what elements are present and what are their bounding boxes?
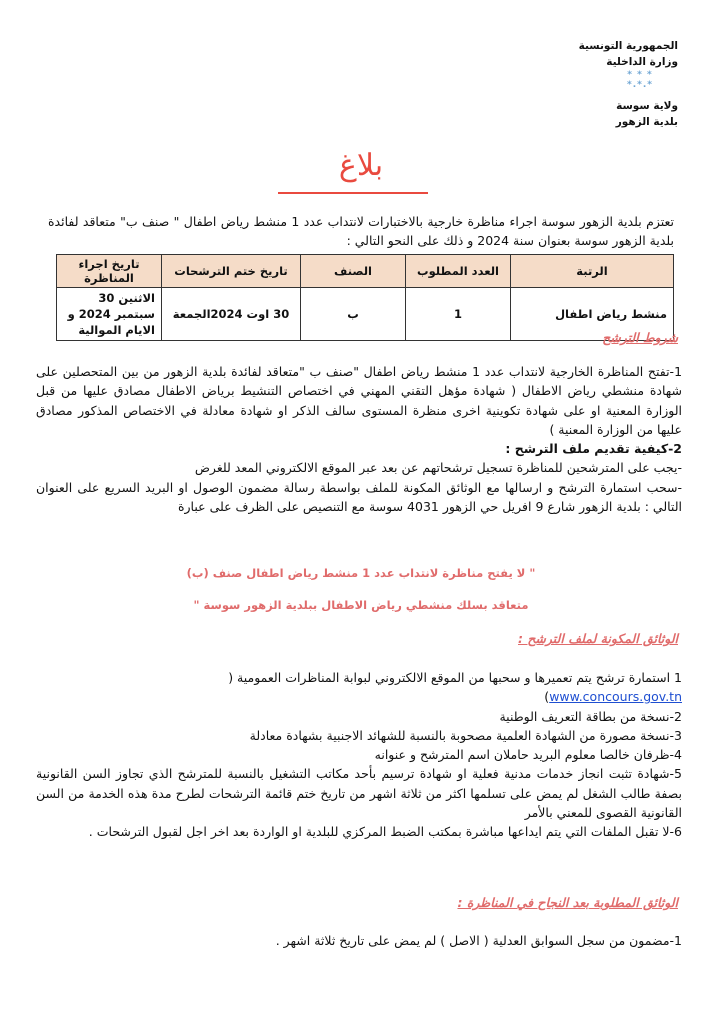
letterhead-municipality: بلدية الزهور	[615, 116, 678, 128]
cell-exam-date	[57, 288, 162, 341]
table-header-closing-date: تاريخ ختم الترشحات	[162, 255, 301, 288]
table-row	[57, 288, 674, 341]
after-success-body	[36, 931, 682, 950]
letterhead-stars: * * * *.*.*	[627, 70, 653, 90]
document-item-4: 4-ظرفان خالصا معلوم البريد حاملان اسم المترشح و عنوانه	[374, 747, 682, 763]
competition-table	[56, 254, 674, 341]
notice-line-2: متعاقد بسلك منشطي رياض الاطفال ببلدية الزهور سوسة "	[193, 598, 529, 612]
cell-count: 1	[406, 288, 511, 341]
conditions-paragraph-2-title: 2-كيفية تقديم ملف الترشح :	[505, 441, 682, 457]
document-item-3: 3-نسخة مصورة من الشهادة العلمية مصحوبة بالنسبة للشهائد الاجنبية بشهادة معادلة	[249, 727, 682, 743]
documents-body	[36, 668, 682, 842]
table-header-exam-date: تاريخ اجراء المناظرة	[57, 255, 162, 288]
document-item-1-link-line	[36, 687, 682, 706]
documents-title: الوثائق المكونة لملف الترشح :	[518, 631, 678, 646]
document-item-5: 5-شهادة تثبت انجاز خدمات مدنية فعلية او شهادة ترسيم بأحد مكاتب التشغيل بالنسبة للمترشح الذي تجاوز السن القانونية بصفة طالب الشغل لم يمض على تسلمها اكثر من ثلاثة اشهر من تاريخ ختم قائمة الترشحات لطرح مدة هذه الخدمة من السن القانونية القصوى للمعني بالأمر	[36, 766, 682, 821]
document-item-1: 1 استمارة ترشح يتم تعميرها و سحبها من الموقع الالكتروني لبوابة المناظرات العمومية (	[228, 670, 682, 685]
table-header-count: العدد المطلوب	[406, 255, 511, 288]
letterhead-governorate: ولاية سوسة	[616, 100, 678, 112]
table-header-row	[57, 255, 674, 288]
page-title: بلاغ	[338, 148, 384, 183]
table-header-rank: الرتبة	[511, 255, 674, 288]
cell-rank: منشط رياض اطفال	[511, 288, 674, 341]
notice-line-1: " لا يفتح مناظرة لانتداب عدد 1 منشط رياض اطفال صنف (ب)	[186, 566, 536, 580]
letterhead-ministry: وزارة الداخلية	[606, 56, 678, 68]
letterhead-republic: الجمهورية التونسية	[578, 40, 678, 52]
table-header-category: الصنف	[301, 255, 406, 288]
letterhead	[579, 38, 678, 130]
conditions-paragraph-1: 1-تفتح المناظرة الخارجية لانتداب عدد 1 منشط رياض اطفال "صنف ب "متعاقد لفائدة بلدية الزهور من بين المتحصلين على شهادة منشطي رياض الاطفال ( شهادة مؤهل التقني المهني في اختصاص التنشيط برياض الاطفال مصادق عليها من قبل الوزارة المعنية او على شهادة تكوينية اخرى منظرة المستوى سالف الذكر او شهادة معادلة في الاختصاص المذكور مصادق عليها من الوزارة المعنية )	[36, 364, 683, 437]
document-item-1-close: )	[544, 689, 550, 705]
document-item-2: 2-نسخة من بطاقة التعريف الوطنية	[499, 708, 682, 724]
conditions-paragraph-2a: -يجب على المترشحين للمناظرة تسجيل ترشحاتهم عن بعد عبر الموقع الالكتروني المعد للغرض	[194, 460, 682, 476]
intro-paragraph: تعتزم بلدية الزهور سوسة اجراء مناظرة خارجية بالاختبارات لانتداب عدد 1 منشط رياض اطفال " صنف ب" متعاقد لفائدة بلدية الزهور سوسة بعنوان سنة 2024 و ذلك على النحو التالي :	[48, 214, 674, 248]
conditions-title: شروط الترشح	[602, 330, 678, 345]
cell-exam-date-line1: الاثنين 30 سبتمبر 2024 و	[67, 291, 155, 321]
cell-category: ب	[301, 288, 406, 341]
cell-exam-date-line2: الايام الموالية	[78, 323, 155, 337]
title-underline	[278, 192, 428, 194]
document-item-6: 6-لا تقبل الملفات التي يتم ايداعها مباشرة بمكتب الضبط المركزي للبلدية او الواردة بعد اخر اجل لقبول الترشحات .	[88, 824, 682, 840]
after-success-title: الوثائق المطلوبة بعد النجاح في المناظرة :	[457, 895, 678, 910]
conditions-paragraph-2b: -سحب استمارة الترشح و ارسالها مع الوثائق المكونة للملف بواسطة رسالة مضمون الوصول او البريد السريع على العنوان التالي : بلدية الزهور شارع 9 افريل حي الزهور 4031 سوسة مع التنصيص على الظرف على عبارة	[36, 479, 682, 515]
cell-closing-date: 30 اوت 2024الجمعة	[162, 288, 301, 341]
after-success-item-1: 1-مضمون من سجل السوابق العدلية ( الاصل ) لم يمض على تاريخ ثلاثة اشهر .	[275, 933, 682, 948]
conditions-body	[36, 362, 682, 516]
concours-link[interactable]: www.concours.gov.tn	[549, 689, 682, 705]
